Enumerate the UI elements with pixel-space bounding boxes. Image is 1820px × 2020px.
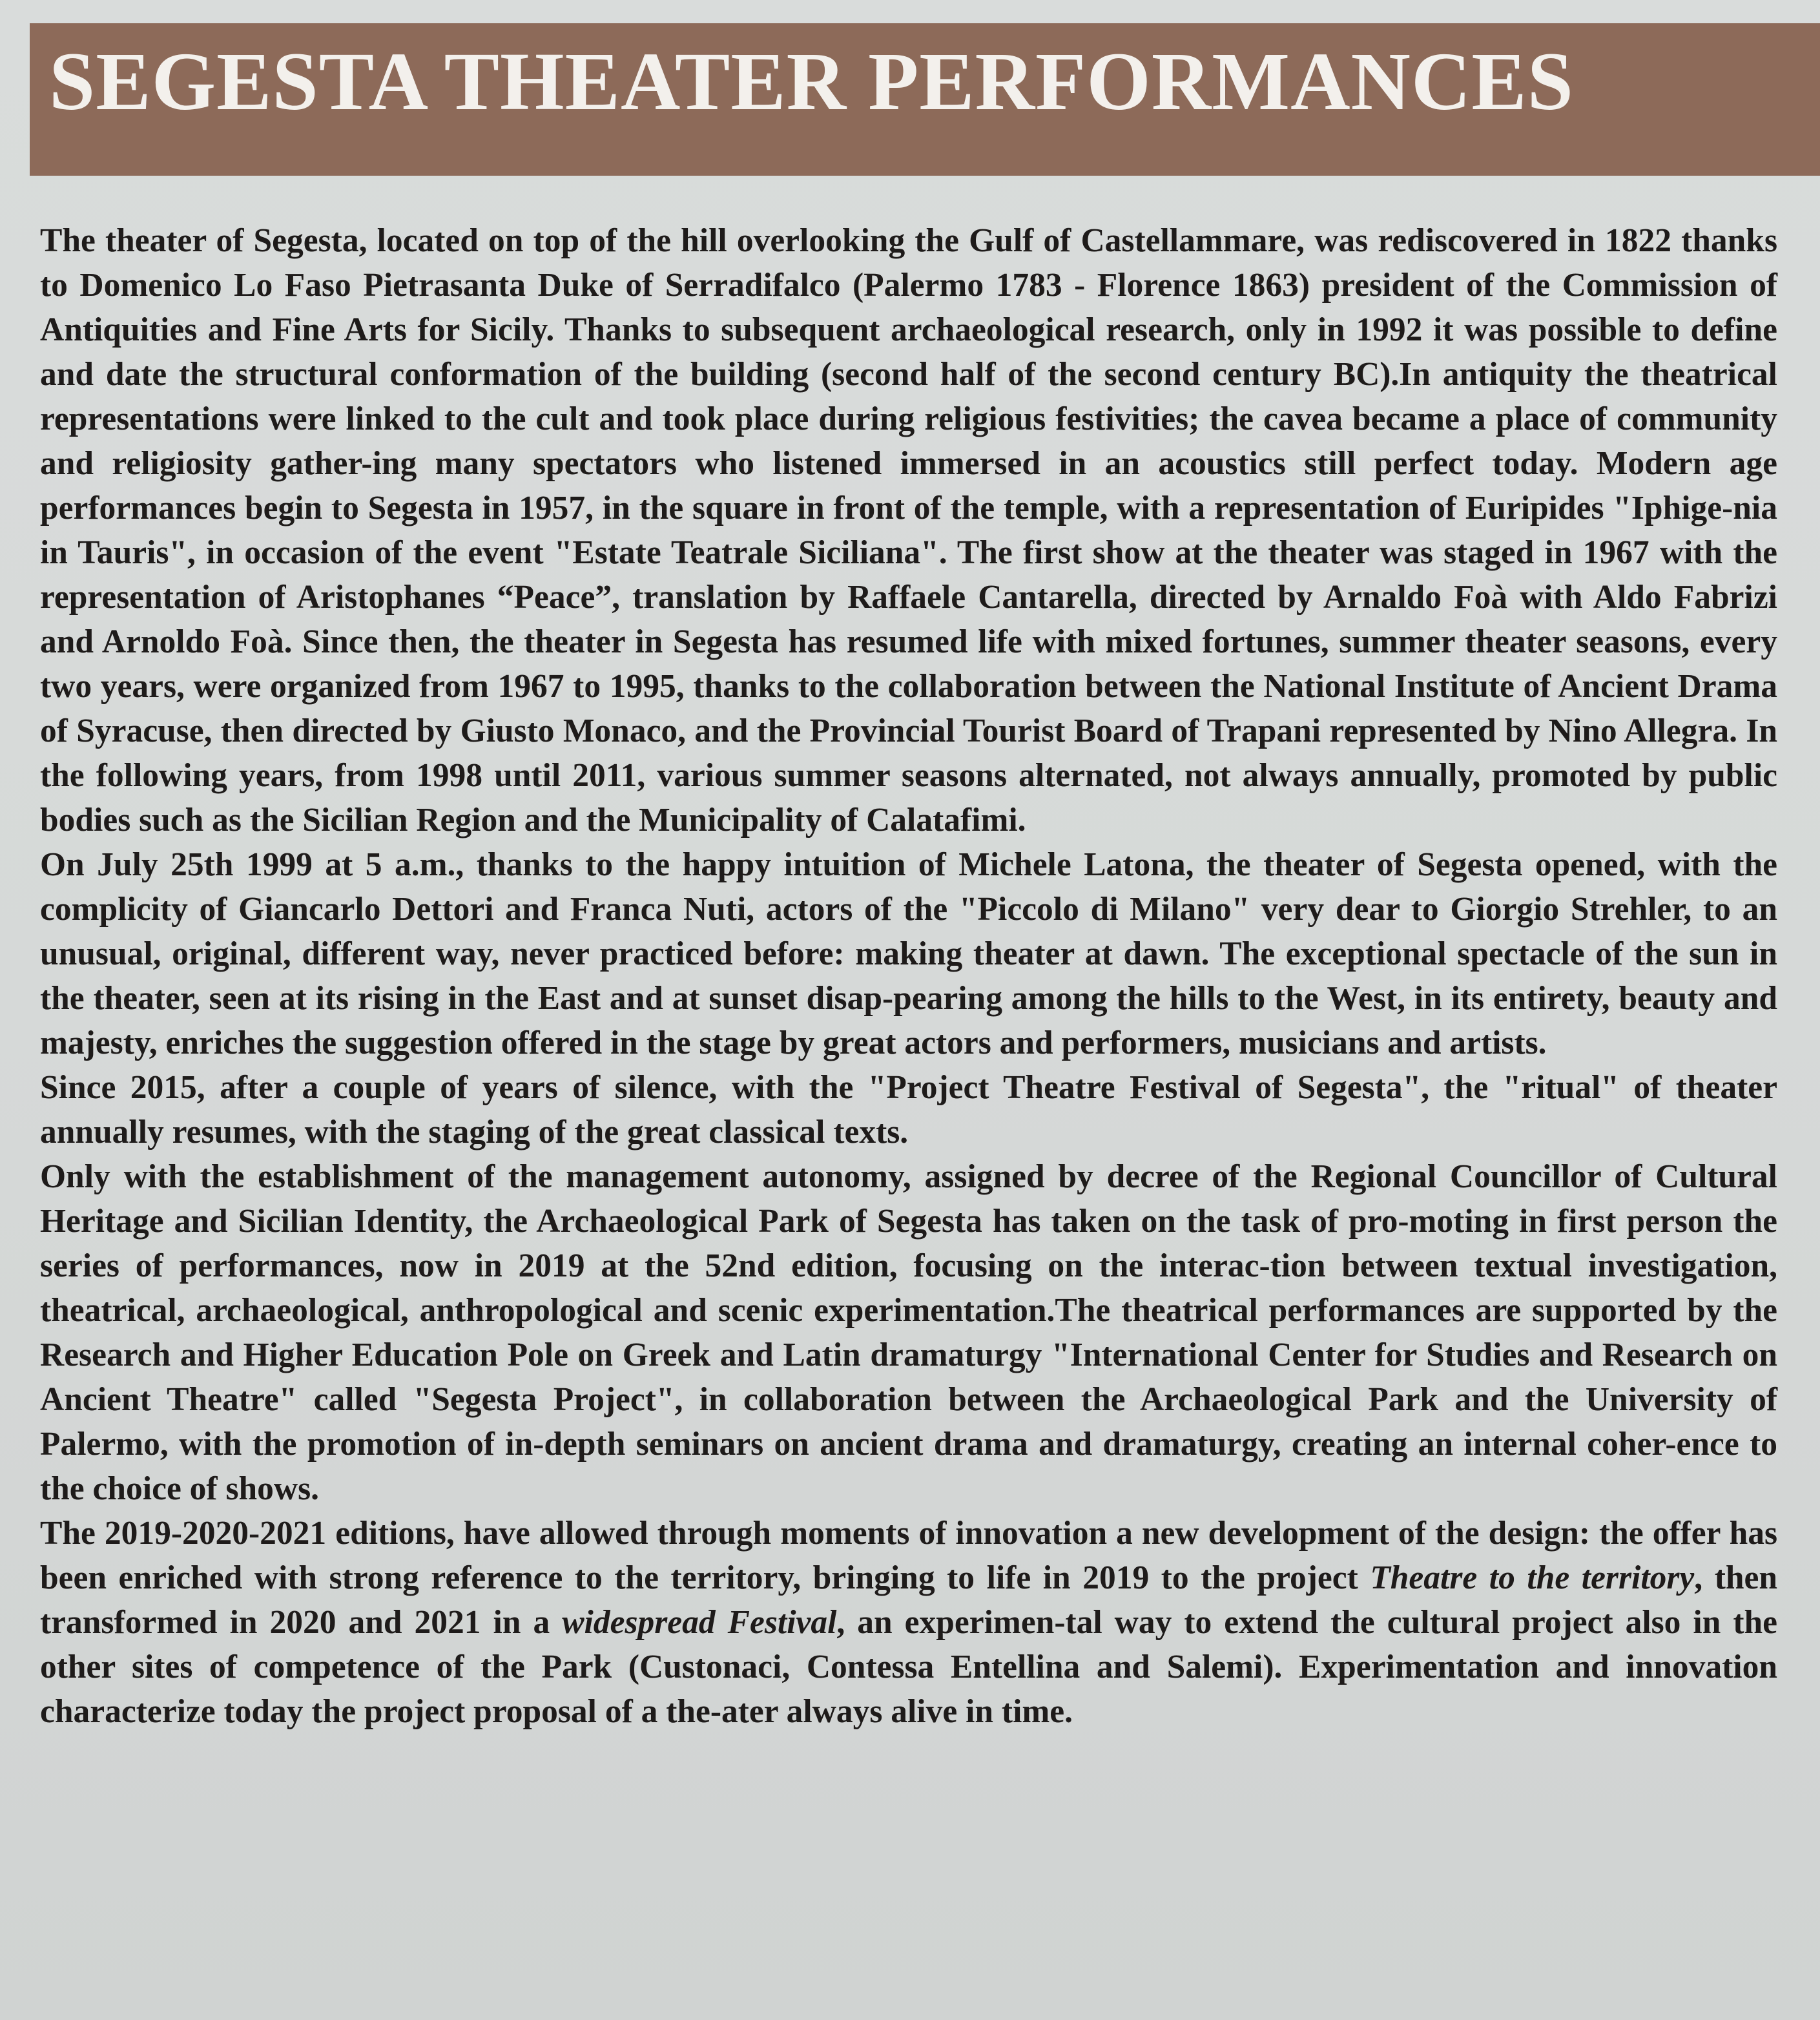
paragraph-segment: , then transformed in 2020 and 2021 in a <box>40 1559 1777 1641</box>
paragraph-segment: The 2019-2020-2021 editions, have allowed through moments of innovation a new development of the design: the offer has been enriched with strong reference to the territory, bringing to life in 2019 to the project <box>40 1515 1777 1596</box>
paragraph-segment-italic: widespread Festival <box>562 1604 837 1641</box>
paragraph-segment: Only with the establishment of the management autonomy, assigned by decree of the Regional Councillor of Cultural Heritage and Sicilian Identity, the Archaeological Park of Segesta has taken on the task of pro-moting in first person the series of performances, now in 2019 at the 52nd edition, focusing on the interac-tion between textual investigation, theatrical, archaeological, anthropological and scenic experimentation.The theatrical performances are supported by the Research and Higher Education Pole on Greek and Latin dramaturgy "International Center for Studies and Research on Ancient Theatre" called "Segesta Project", in collaboration between the Archaeological Park and the University of Palermo, with the promotion of in-depth seminars on ancient drama and dramaturgy, creating an internal coher-ence to the choice of shows. <box>40 1158 1777 1507</box>
paragraph-segment: The theater of Segesta, located on top of the hill overlooking the Gulf of Castellammare, was rediscovered in 1822 thanks to Domenico Lo Faso Pietrasanta Duke of Serradifalco (Palermo 1783 - Florence 1863) president of the Commission of Antiquities and Fine Arts for Sicily. Thanks to subsequent archaeological research, only in 1992 it was possible to define and date the structural conformation of the building (second half of the second century BC).In antiquity the theatrical representations were linked to the cult and took place during religious festivities; the cavea became a place of community and religiosity gather-ing many spectators who listened immersed in an acoustics still perfect today. Modern age performances begin to Segesta in 1957, in the square in front of the temple, with a representation of Euripides "Iphige-nia in Tauris", in occasion of the event "Estate Teatrale Siciliana". The first show at the theater was staged in 1967 with the representation of Aristophanes “Peace”, translation by Raffaele Cantarella, directed by Arnaldo Foà with Aldo Fabrizi and Arnoldo Foà. Since then, the theater in Segesta has resumed life with mixed fortunes, summer theater seasons, every two years, were organized from 1967 to 1995, thanks to the collaboration between the National Institute of Ancient Drama of Syracuse, then directed by Giusto Monaco, and the Provincial Tourist Board of Trapani represented by Nino Allegra. In the following years, from 1998 until 2011, various summer seasons alternated, not always annually, promoted by public bodies such as the Sicilian Region and the Municipality of Calatafimi. <box>40 222 1777 838</box>
paragraph-festival-2015 <box>40 1065 1777 1154</box>
paragraph-segment: Since 2015, after a couple of years of silence, with the "Project Theatre Festival of Segesta", the "ritual" of theater annually resumes, with the staging of the great classical texts. <box>40 1069 1777 1151</box>
paragraph-park-autonomy <box>40 1154 1777 1511</box>
paragraph-segment: , an experimen-tal way to extend the cultural project also in the other sites of competence of the Park (Custonaci, Contessa Entellina and Salemi). Experimentation and innovation characterize today the project proposal of a the-ater always alive in time. <box>40 1604 1777 1730</box>
body-text <box>40 218 1777 1734</box>
paragraph-segment-italic: Theatre to the territory <box>1370 1559 1695 1596</box>
page-title: SEGESTA THEATER PERFORMANCES <box>49 36 1574 127</box>
paragraph-recent-editions <box>40 1511 1777 1734</box>
paragraph-segment: On July 25th 1999 at 5 a.m., thanks to the happy intuition of Michele Latona, the theater of Segesta opened, with the complicity of Giancarlo Dettori and Franca Nuti, actors of the "Piccolo di Milano" very dear to Giorgio Strehler, to an unusual, original, different way, never practiced before: making theater at dawn. The exceptional spectacle of the sun in the theater, seen at its rising in the East and at sunset disap-pearing among the hills to the West, in its entirety, beauty and majesty, enriches the suggestion offered in the stage by great actors and performers, musicians and artists. <box>40 846 1777 1061</box>
paragraph-dawn-theater <box>40 842 1777 1065</box>
paragraph-history <box>40 218 1777 842</box>
